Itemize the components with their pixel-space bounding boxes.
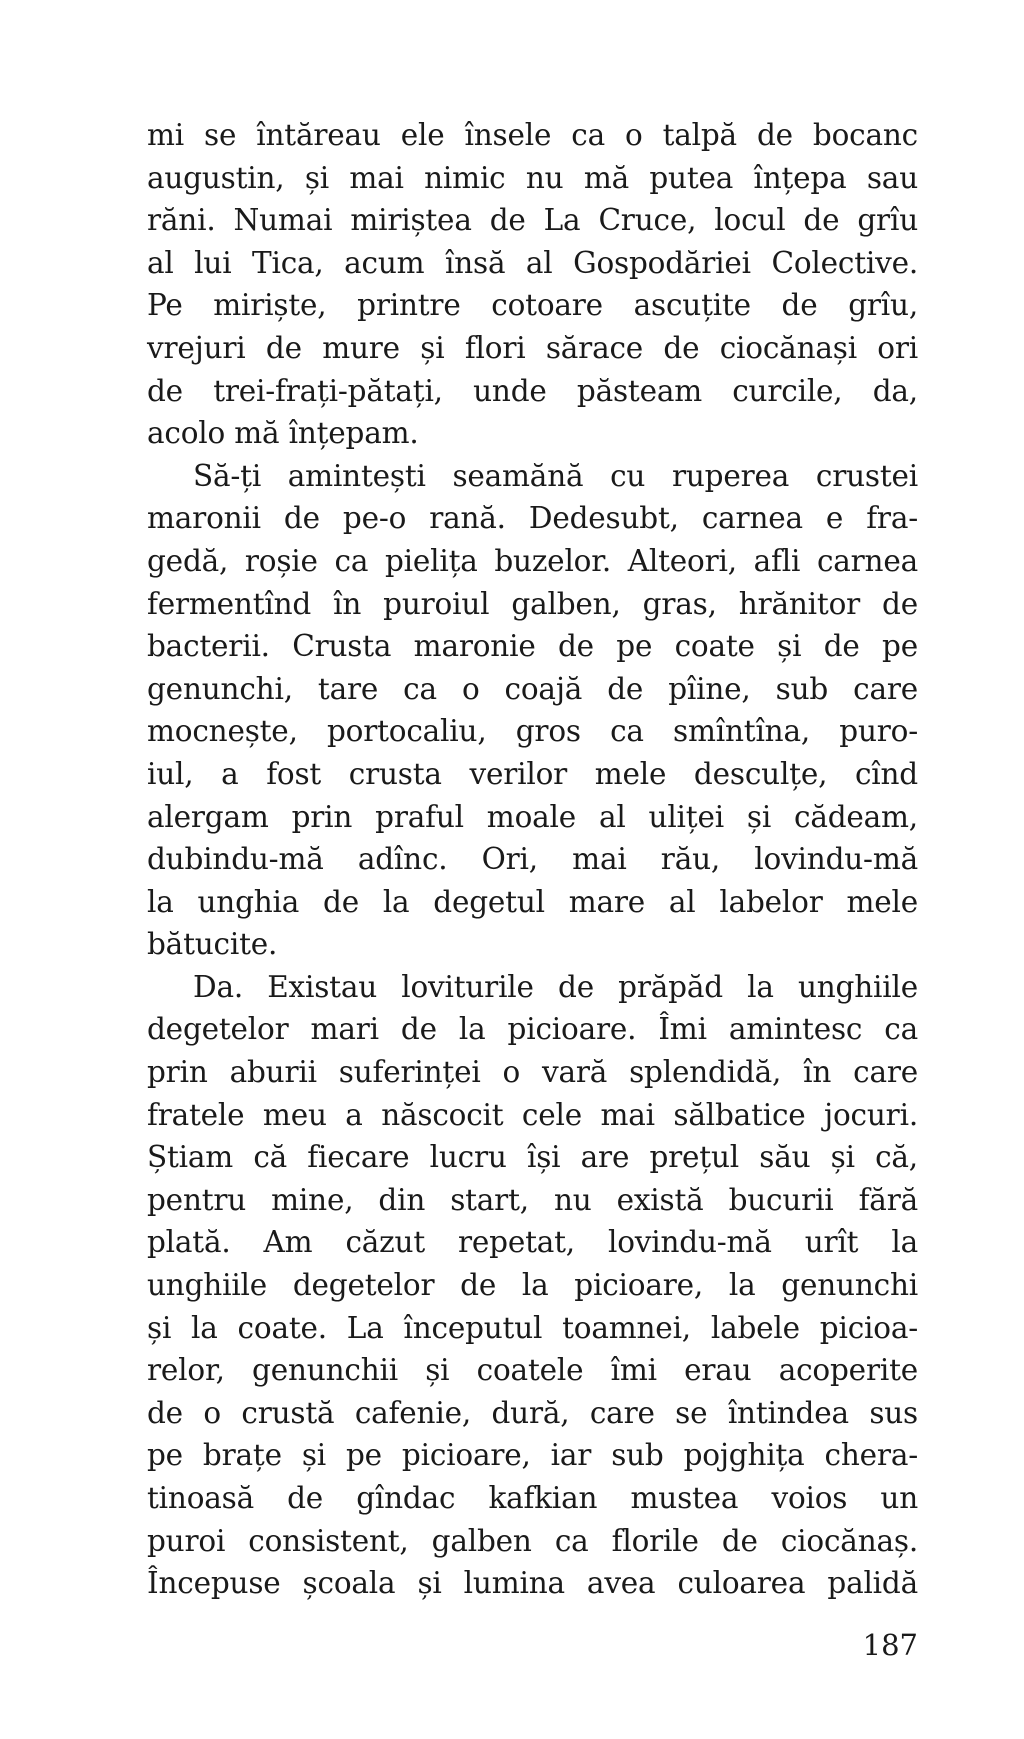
text-line: maronii de pe-o rană. Dedesubt, carnea e fra- (147, 501, 918, 536)
text-line: augustin, și mai nimic nu mă putea înțepa sau (147, 160, 918, 195)
text-line: al lui Tica, acum însă al Gospodăriei Colective. (147, 245, 918, 280)
text-line: unghiile degetelor de la picioare, la genunchi (147, 1268, 918, 1303)
text-line: dubindu-mă adînc. Ori, mai rău, lovindu-mă (147, 842, 918, 877)
text-line: pe brațe și pe picioare, iar sub pojghița chera- (147, 1438, 918, 1473)
text-line: Pe miriște, printre cotoare ascuțite de grîu, (147, 288, 918, 323)
text-line: răni. Numai miriștea de La Cruce, locul de grîu (147, 203, 918, 238)
text-line: iul, a fost crusta verilor mele desculțe, cînd (147, 756, 918, 791)
text-line: Să-ți amintești seamănă cu ruperea crustei (193, 458, 918, 493)
text-line: și la coate. La începutul toamnei, labele picioa- (147, 1310, 918, 1345)
text-line: bătucite. (147, 927, 278, 962)
page-body (147, 114, 918, 1605)
text-line: de o crustă cafenie, dură, care se întindea sus (147, 1395, 918, 1430)
page-number: 187 (862, 1628, 918, 1662)
text-line: tinoasă de gîndac kafkian mustea voios un (147, 1481, 918, 1515)
text-line: alergam prin praful moale al uliței și cădeam, (147, 799, 918, 834)
text-line: mocnește, portocaliu, gros ca smîntîna, puro- (147, 714, 918, 749)
text-line: degetelor mari de la picioare. Îmi amintesc ca (147, 1012, 918, 1047)
text-line: fermentînd în puroiul galben, gras, hrănitor de (147, 586, 918, 621)
text-line: bacterii. Crusta maronie de pe coate și de pe (147, 629, 918, 664)
text-line: fratele meu a născocit cele mai sălbatice jocuri. (147, 1097, 918, 1132)
text-line: Știam că fiecare lucru își are prețul său și că, (147, 1140, 918, 1175)
text-line: prin aburii suferinței o vară splendidă, în care (147, 1055, 918, 1090)
paragraph-2 (147, 455, 918, 966)
text-line: de trei-frați-pătați, unde păsteam curcile, da, (147, 373, 918, 408)
text-line: acolo mă înțepam. (147, 416, 419, 451)
text-line: relor, genunchii și coatele îmi erau acoperite (147, 1353, 918, 1388)
paragraph-3 (147, 966, 918, 1605)
text-line: pentru mine, din start, nu există bucurii fără (147, 1182, 918, 1217)
text-line: gedă, roșie ca pielița buzelor. Alteori, afli carnea (147, 543, 918, 578)
text-line: puroi consistent, galben ca florile de ciocănaș. (147, 1523, 918, 1558)
text-line: la unghia de la degetul mare al labelor mele (147, 884, 918, 919)
text-line: plată. Am căzut repetat, lovindu-mă urît la (147, 1225, 918, 1260)
text-line: Da. Existau loviturile de prăpăd la unghiile (193, 969, 918, 1004)
paragraph-1 (147, 114, 918, 455)
text-line: genunchi, tare ca o coajă de pîine, sub care (147, 671, 918, 706)
text-line: vrejuri de mure și flori sărace de ciocănași ori (147, 330, 918, 365)
text-line: mi se întăreau ele însele ca o talpă de bocanc (147, 118, 918, 152)
text-line: Începuse școala și lumina avea culoarea palidă (147, 1566, 918, 1601)
